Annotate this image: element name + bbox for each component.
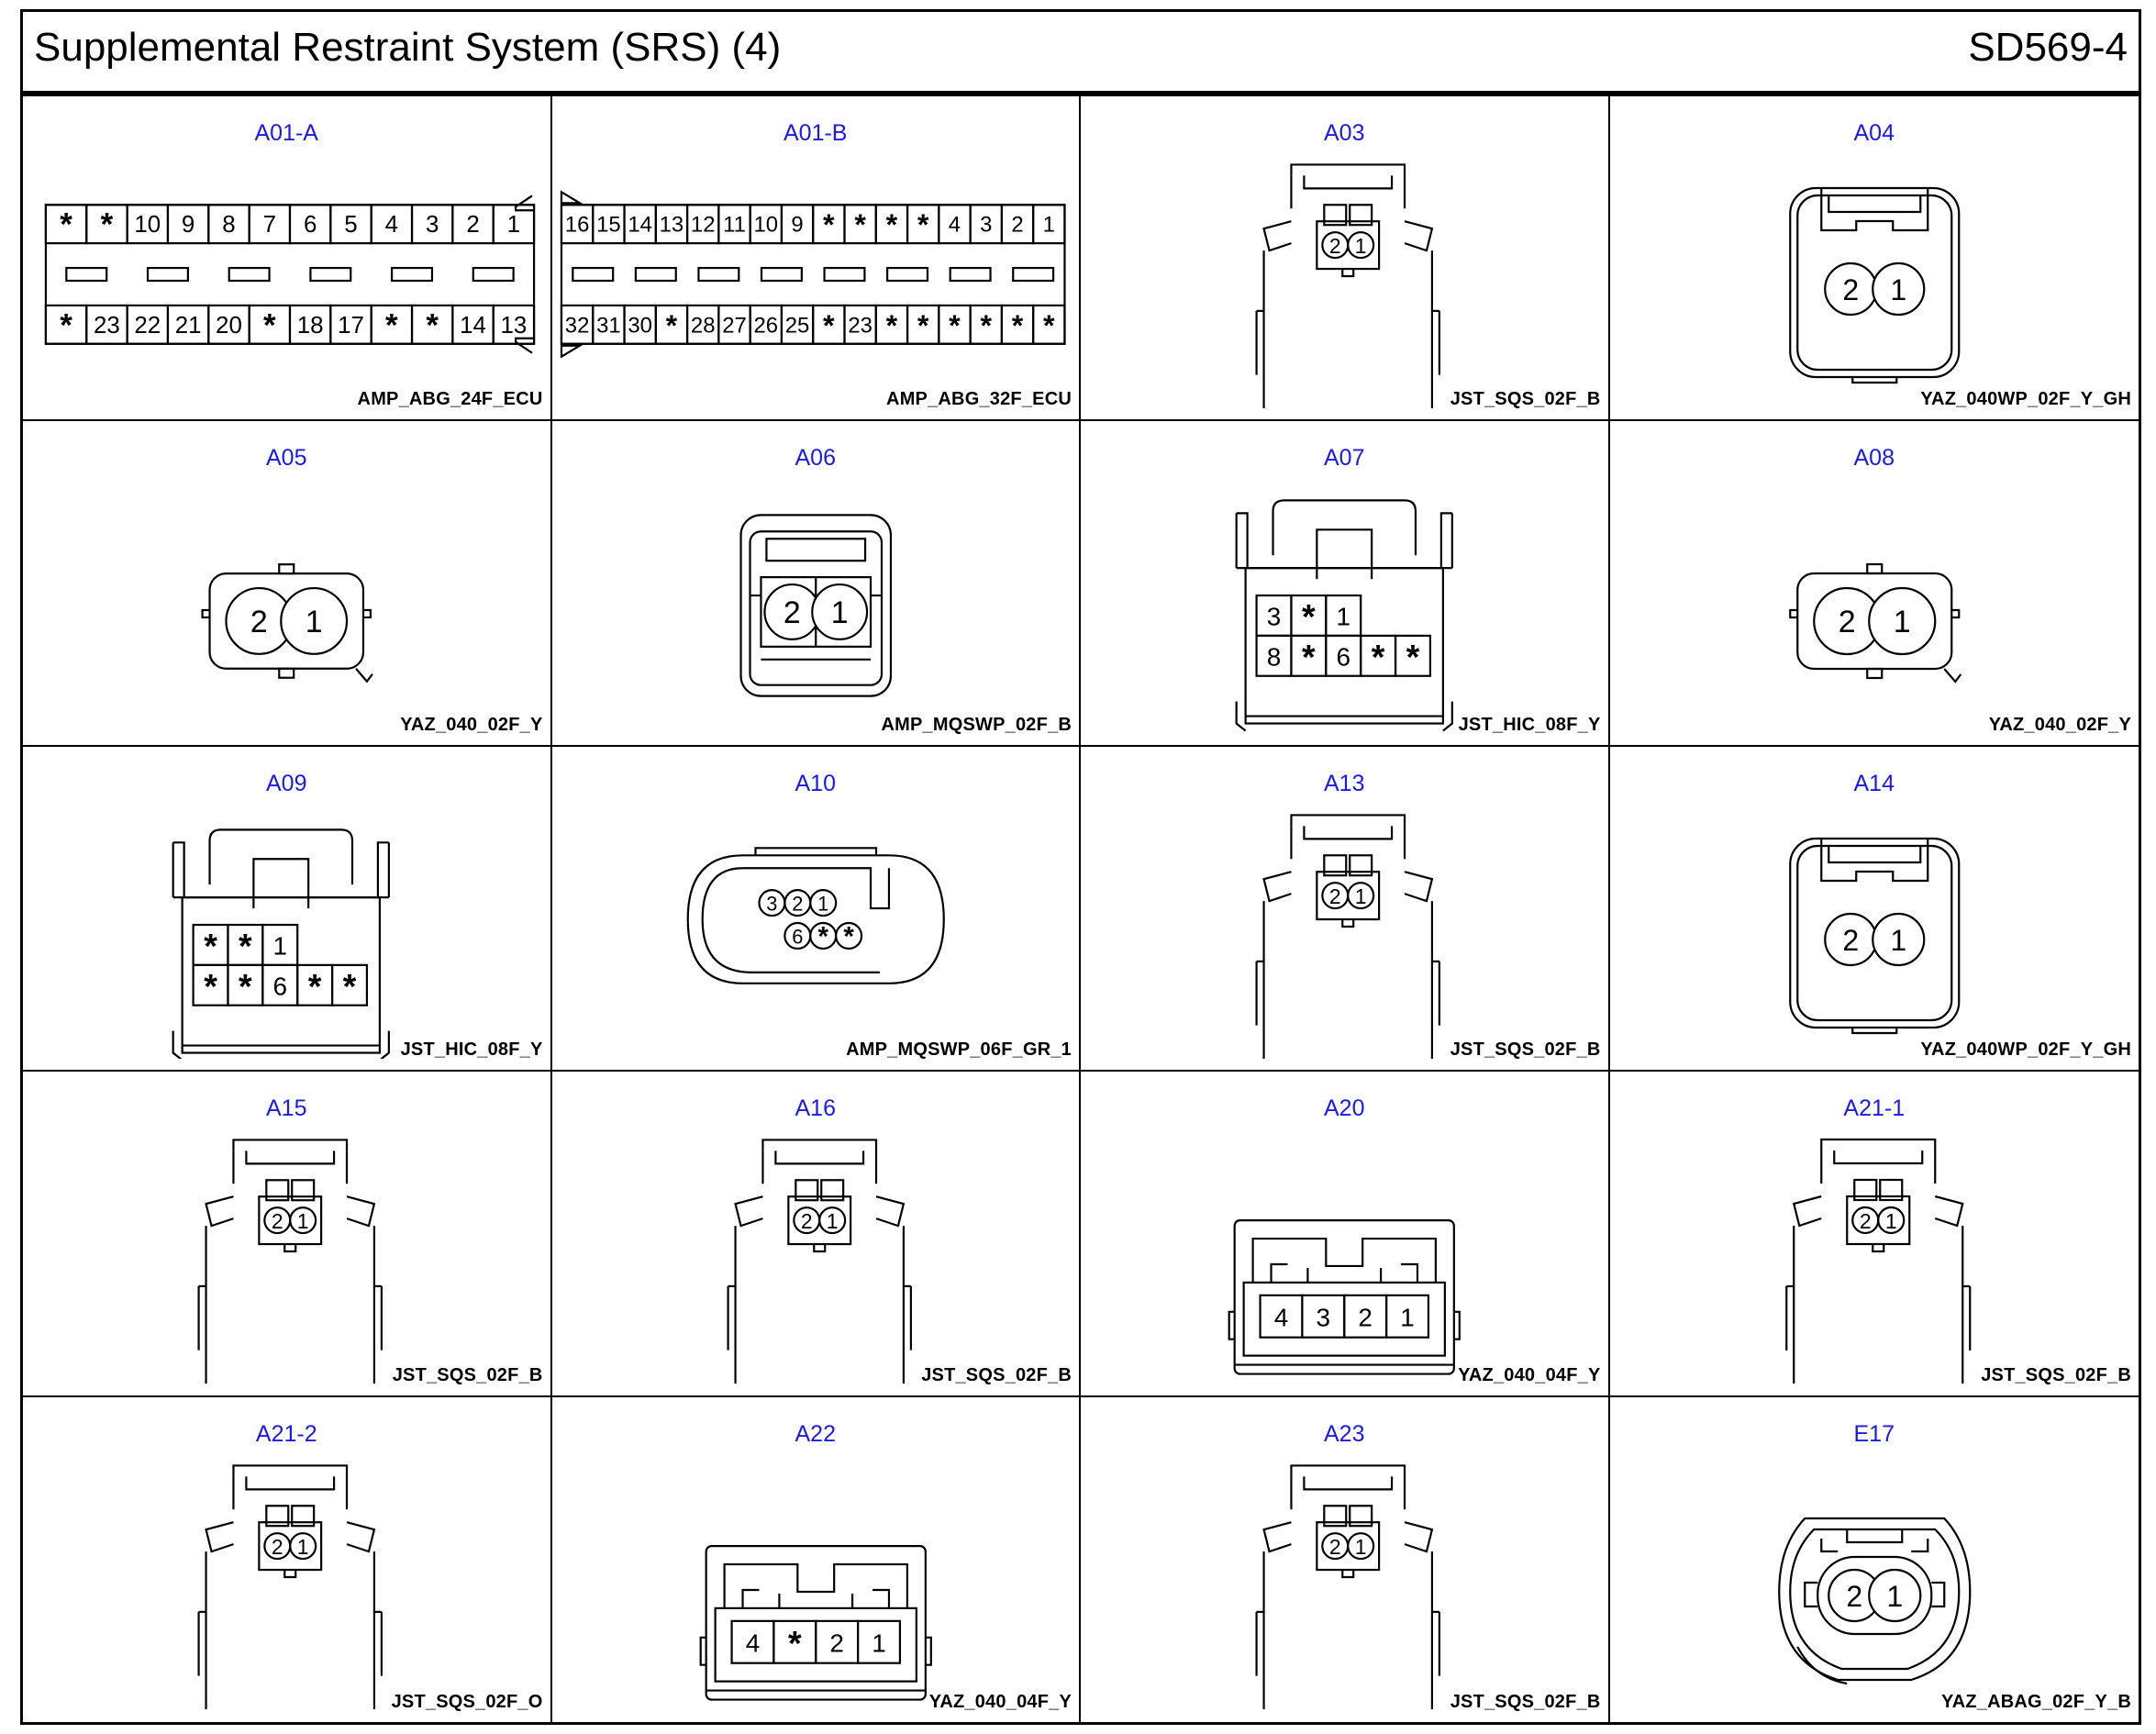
- pin-label: *: [817, 921, 828, 952]
- pin-label: 2: [1859, 1209, 1872, 1234]
- connector-face-svg: [23, 804, 550, 1059]
- pin-label: *: [239, 926, 252, 965]
- diagram-sheet: [20, 9, 2141, 1725]
- pin-label: 3: [425, 212, 439, 239]
- connector-type: YAZ_ABAG_02F_Y_B: [1941, 1691, 2131, 1712]
- pin-label: 3: [765, 892, 778, 916]
- pin-label: *: [917, 208, 928, 242]
- pin-label: *: [307, 966, 322, 1006]
- pin-label: *: [1302, 597, 1316, 637]
- pin-label: 26: [752, 313, 778, 339]
- connector-cell: [23, 747, 552, 1072]
- connector-cell: [1081, 747, 1610, 1072]
- connector-face-svg: [23, 478, 550, 733]
- connector-drawing: [552, 478, 1080, 733]
- connector-cell: [552, 1072, 1082, 1396]
- pin-label: 1: [305, 605, 323, 640]
- connector-cell: [1610, 747, 2139, 1072]
- pin-label: 1: [817, 892, 828, 916]
- pin-label: 12: [690, 212, 716, 238]
- pin-label: 1: [1884, 1209, 1897, 1234]
- pin-label: 30: [627, 313, 652, 339]
- connector-face-svg: [1081, 478, 1608, 733]
- pin-label: 3: [979, 212, 992, 238]
- connector-drawing: [552, 804, 1080, 1059]
- connector-face-svg: [1610, 1454, 2139, 1709]
- pin-label: *: [822, 208, 835, 242]
- pin-label: *: [853, 208, 866, 242]
- connector-drawing: [23, 1128, 550, 1384]
- pin-label: 11: [722, 212, 746, 238]
- pin-label: 16: [564, 212, 589, 238]
- pin-label: 9: [181, 212, 195, 239]
- connector-drawing: [1081, 1128, 1608, 1384]
- pin-label: 17: [338, 312, 364, 339]
- connector-id: A21-2: [255, 1420, 317, 1447]
- pin-label: *: [239, 966, 252, 1006]
- connector-type: JST_SQS_02F_B: [1450, 1039, 1601, 1061]
- connector-type: YAZ_040_02F_Y: [400, 714, 543, 735]
- pin-label: 1: [1336, 602, 1351, 631]
- connector-type: AMP_MQSWP_06F_GR_1: [846, 1039, 1072, 1061]
- pin-label: *: [426, 307, 439, 344]
- pin-label: 2: [1841, 273, 1859, 306]
- pin-label: 18: [296, 312, 324, 339]
- pin-label: 13: [659, 212, 683, 238]
- pin-label: 23: [847, 313, 872, 339]
- connector-face-svg: [1081, 1128, 1608, 1384]
- connector-drawing: [1081, 478, 1608, 733]
- pin-label: 1: [1889, 273, 1906, 306]
- pin-label: 2: [1841, 923, 1859, 957]
- connector-face-svg: [23, 1454, 550, 1709]
- pin-label: 21: [174, 312, 202, 339]
- connector-drawing: [552, 1454, 1080, 1709]
- pin-label: 6: [1336, 642, 1351, 672]
- connector-id: A07: [1324, 445, 1365, 472]
- pin-label: 4: [1273, 1303, 1289, 1332]
- pin-label: 22: [134, 312, 161, 339]
- connector-id: A20: [1324, 1095, 1365, 1122]
- pin-label: 9: [790, 212, 804, 238]
- pin-label: 14: [460, 312, 486, 339]
- pin-label: 4: [745, 1628, 760, 1657]
- pin-label: *: [822, 308, 835, 342]
- connector-type: YAZ_040WP_02F_Y_GH: [1920, 1039, 2131, 1061]
- connector-drawing: [1081, 804, 1608, 1059]
- connector-drawing: [23, 804, 550, 1059]
- pin-label: 10: [752, 212, 778, 238]
- pin-label: 10: [134, 212, 161, 239]
- pin-label: *: [979, 308, 992, 342]
- pin-label: 1: [1400, 1303, 1415, 1332]
- connector-drawing: [1610, 478, 2139, 733]
- pin-label: 1: [296, 1534, 309, 1559]
- connector-id: A05: [266, 445, 307, 472]
- connector-face-svg: [1610, 804, 2139, 1059]
- pin-label: 7: [262, 212, 277, 239]
- connector-face-svg: [552, 478, 1080, 733]
- connector-drawing: [23, 153, 550, 408]
- pin-label: 28: [690, 313, 716, 339]
- connector-id: A21-1: [1843, 1095, 1906, 1122]
- connector-cell: [552, 1397, 1082, 1722]
- connector-face-svg: [23, 153, 550, 408]
- pin-label: *: [1406, 638, 1420, 677]
- page-title: Supplemental Restraint System (SRS) (4): [34, 25, 782, 70]
- pin-label: *: [1302, 638, 1316, 677]
- connector-type: JST_HIC_08F_Y: [400, 1039, 543, 1061]
- connector-type: AMP_ABG_32F_ECU: [886, 389, 1072, 410]
- pin-label: 1: [1354, 234, 1367, 259]
- connector-drawing: [23, 478, 550, 733]
- connector-type: JST_SQS_02F_B: [921, 1364, 1072, 1385]
- connector-type: AMP_ABG_24F_ECU: [357, 389, 543, 410]
- pin-label: 1: [1354, 1534, 1367, 1559]
- pin-label: *: [342, 966, 357, 1006]
- pin-label: *: [385, 307, 398, 344]
- connector-cell: [1610, 1072, 2139, 1396]
- connector-cell: [23, 1397, 552, 1722]
- connector-type: JST_SQS_02F_B: [392, 1364, 543, 1385]
- pin-label: 2: [1328, 1534, 1341, 1559]
- pin-label: 4: [948, 212, 961, 238]
- pin-label: 6: [791, 925, 803, 949]
- connector-cell: [1610, 96, 2139, 421]
- connector-face-svg: [552, 804, 1080, 1059]
- pin-label: 2: [1838, 605, 1856, 640]
- pin-label: 2: [466, 212, 480, 239]
- connector-type: JST_SQS_02F_O: [391, 1691, 543, 1712]
- pin-label: 1: [871, 1628, 886, 1657]
- connector-drawing: [1081, 153, 1608, 408]
- pin-label: *: [263, 307, 276, 344]
- pin-label: *: [1011, 308, 1023, 342]
- connector-id: A01-B: [783, 120, 848, 146]
- pin-label: *: [60, 206, 72, 243]
- connector-type: AMP_MQSWP_02F_B: [881, 714, 1072, 735]
- pin-label: *: [1371, 638, 1385, 677]
- connector-type: YAZ_040WP_02F_Y_GH: [1920, 389, 2131, 410]
- connector-type: JST_SQS_02F_B: [1450, 389, 1601, 410]
- connector-face-svg: [552, 1128, 1080, 1384]
- connector-id: A03: [1324, 120, 1365, 146]
- pin-label: *: [885, 208, 897, 242]
- connector-cell: [1081, 1397, 1610, 1722]
- connector-id: A04: [1853, 120, 1895, 146]
- connector-cell: [1610, 421, 2139, 746]
- pin-label: *: [204, 966, 217, 1006]
- pin-label: 2: [1358, 1303, 1373, 1332]
- connector-drawing: [1610, 1128, 2139, 1384]
- connector-id: A06: [795, 445, 836, 472]
- pin-label: 15: [595, 212, 621, 238]
- connector-type: JST_SQS_02F_B: [1450, 1691, 1601, 1712]
- pin-label: 2: [1328, 234, 1341, 259]
- pin-label: *: [100, 206, 114, 243]
- connector-face-svg: [1610, 153, 2139, 408]
- connector-type: YAZ_040_04F_Y: [1458, 1364, 1601, 1385]
- connector-cell: [552, 747, 1082, 1072]
- pin-label: 8: [1266, 642, 1282, 672]
- pin-label: 1: [1885, 1579, 1903, 1613]
- connector-type: YAZ_040_02F_Y: [1988, 714, 2131, 735]
- connector-cell: [23, 421, 552, 746]
- connector-drawing: [1610, 804, 2139, 1059]
- connector-cell: [1081, 96, 1610, 421]
- connector-drawing: [1610, 153, 2139, 408]
- connector-id: A15: [266, 1095, 307, 1122]
- pin-label: 3: [1316, 1303, 1331, 1332]
- page-code: SD569-4: [1968, 25, 2128, 70]
- connector-id: E17: [1853, 1420, 1895, 1447]
- pin-label: 2: [791, 892, 803, 916]
- pin-label: 1: [1042, 212, 1055, 238]
- pin-label: 13: [500, 312, 528, 339]
- connector-id: A08: [1853, 445, 1895, 472]
- connector-cell: [23, 1072, 552, 1396]
- pin-label: 2: [800, 1209, 813, 1234]
- pin-label: 5: [344, 212, 358, 239]
- connector-cell: [1081, 1072, 1610, 1396]
- connector-type: YAZ_040_04F_Y: [928, 1691, 1072, 1712]
- pin-label: 1: [1889, 923, 1906, 957]
- pin-label: 2: [250, 605, 268, 640]
- pin-label: 1: [272, 931, 288, 961]
- connector-id: A22: [795, 1420, 836, 1447]
- pin-label: 2: [783, 595, 801, 631]
- connector-id: A16: [795, 1095, 836, 1122]
- pin-label: 1: [296, 1209, 309, 1234]
- pin-label: 25: [784, 313, 809, 339]
- pin-label: 6: [303, 212, 317, 239]
- connector-drawing: [23, 1454, 550, 1709]
- pin-label: 3: [1266, 602, 1282, 631]
- pin-label: 20: [216, 312, 242, 339]
- connector-face-svg: [1081, 804, 1608, 1059]
- connector-face-svg: [1610, 478, 2139, 733]
- pin-label: 1: [1893, 605, 1911, 640]
- pin-label: 1: [506, 212, 521, 239]
- pin-label: *: [917, 308, 928, 342]
- pin-label: 8: [222, 212, 236, 239]
- pin-label: 4: [384, 212, 399, 239]
- connector-id: A13: [1324, 770, 1365, 796]
- pin-label: *: [1042, 308, 1055, 342]
- pin-label: 31: [595, 313, 621, 339]
- pin-label: *: [665, 308, 677, 342]
- pin-label: 1: [1354, 884, 1367, 908]
- connector-id: A23: [1324, 1420, 1365, 1447]
- connector-id: A09: [266, 770, 307, 796]
- pin-label: 2: [271, 1209, 283, 1234]
- pin-label: 32: [564, 313, 589, 339]
- connector-face-svg: [1081, 1454, 1608, 1709]
- pin-label: 14: [627, 212, 652, 238]
- connector-face-svg: [1081, 153, 1608, 408]
- connector-cell: [1081, 421, 1610, 746]
- connector-drawing: [552, 1128, 1080, 1384]
- pin-label: 6: [272, 972, 288, 1001]
- pin-label: 1: [830, 595, 849, 631]
- connector-face-svg: [23, 1128, 550, 1384]
- pin-label: *: [842, 921, 854, 952]
- pin-label: *: [885, 308, 897, 342]
- connector-id: A14: [1853, 770, 1895, 796]
- connector-id: A10: [795, 770, 836, 796]
- pin-label: 1: [826, 1209, 839, 1234]
- connector-grid: [23, 96, 2139, 1722]
- connector-cell: [552, 96, 1082, 421]
- pin-label: 23: [94, 312, 120, 339]
- pin-label: *: [948, 308, 961, 342]
- connector-type: JST_HIC_08F_Y: [1458, 714, 1601, 735]
- connector-id: A01-A: [254, 120, 318, 146]
- pin-label: *: [787, 1623, 802, 1662]
- connector-drawing: [1610, 1454, 2139, 1709]
- connector-drawing: [552, 153, 1080, 408]
- sheet-header: [23, 12, 2139, 91]
- pin-label: *: [204, 926, 217, 965]
- pin-label: 2: [828, 1628, 844, 1657]
- pin-label: 27: [721, 313, 747, 339]
- connector-type: JST_SQS_02F_B: [1981, 1364, 2131, 1385]
- pin-label: 2: [271, 1534, 283, 1559]
- connector-cell: [23, 96, 552, 421]
- pin-label: 2: [1328, 884, 1341, 908]
- connector-cell: [552, 421, 1082, 746]
- connector-face-svg: [1610, 1128, 2139, 1384]
- connector-drawing: [1081, 1454, 1608, 1709]
- pin-label: *: [60, 307, 72, 344]
- pin-label: 2: [1845, 1579, 1862, 1613]
- connector-face-svg: [552, 153, 1080, 408]
- connector-face-svg: [552, 1454, 1080, 1709]
- pin-label: 2: [1010, 212, 1024, 238]
- connector-cell: [1610, 1397, 2139, 1722]
